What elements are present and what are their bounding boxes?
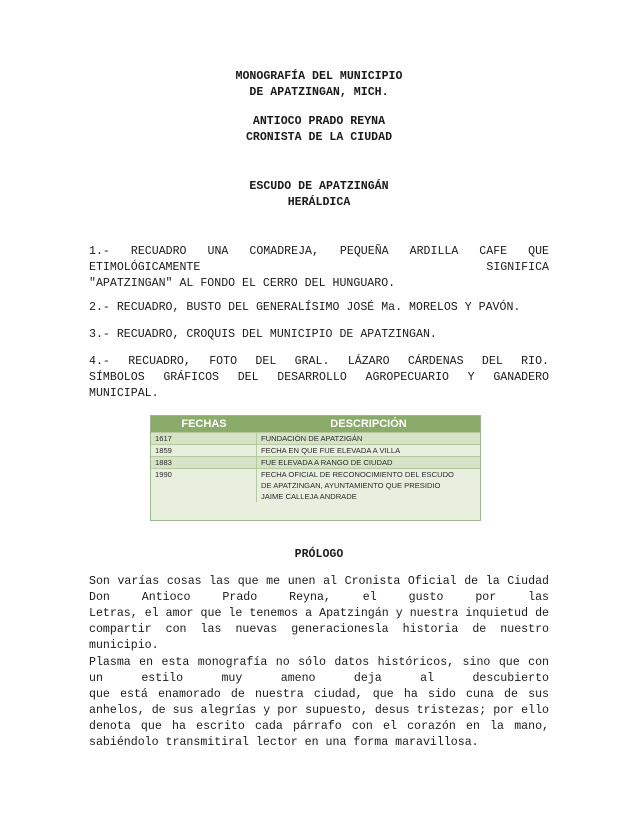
prologo-p2-line: denota que ha escrito cada párrafo con el corazón en la mano, <box>89 720 549 733</box>
section-heading <box>0 179 638 211</box>
header-fechas: FECHAS <box>181 418 227 430</box>
cell-fecha: 1883 <box>151 457 257 468</box>
table-row <box>151 432 480 444</box>
cell-descripcion: FECHA EN QUE FUE ELEVADA A VILLA <box>261 446 401 455</box>
list-item-4-line-3: MUNICIPAL. <box>89 387 159 400</box>
prologo-p2-line: Plasma en esta monografía no sólo datos históricos, sino que con <box>89 656 549 669</box>
title-line-1: MONOGRAFÍA DEL MUNICIPIO <box>235 70 403 83</box>
prologo-heading: PRÓLOGO <box>294 548 344 561</box>
dates-table <box>150 415 481 521</box>
list-item-3-text: 3.- RECUADRO, CROQUIS DEL MUNICIPIO DE APATZINGAN. <box>89 328 437 341</box>
author-role: CRONISTA DE LA CIUDAD <box>245 131 393 144</box>
section-subtitle: HERÁLDICA <box>287 196 351 209</box>
list-item-3 <box>89 327 549 343</box>
prologo-p2-line: sabiéndolo transmitiral lector en una forma maravillosa. <box>89 736 479 749</box>
cell-fecha: 1617 <box>151 433 257 444</box>
list-item-1-line-3: "APATZINGAN" AL FONDO EL CERRO DEL HUNGUARO. <box>89 277 396 290</box>
document-title <box>0 69 638 101</box>
table-row <box>151 456 480 468</box>
list-item-2 <box>89 300 549 316</box>
cell-descripcion-line: JAIME CALLEJA ANDRADE <box>261 492 357 501</box>
table-row <box>151 468 480 502</box>
prologo-p2-line: anhelos, de sus alegrías y por supuesto, desus tristezas; por ello <box>89 704 549 717</box>
prologo-p1-line: municipio. <box>89 639 159 652</box>
prologo-p1-line: Letras, el amor que le tenemos a Apatzingán y nuestra inquietud de <box>89 607 549 620</box>
table-row <box>151 444 480 456</box>
cell-fecha: 1859 <box>151 445 257 456</box>
list-item-4-line-2: SÍMBOLOS GRÁFICOS DEL DESARROLLO AGROPECUARIO Y GANADERO <box>89 371 549 384</box>
author-block <box>0 114 638 146</box>
cell-fecha: 1990 <box>151 469 257 502</box>
header-descripcion: DESCRIPCIÓN <box>330 418 407 430</box>
list-item-1-line-1: 1.- RECUADRO UNA COMADREJA, PEQUEÑA ARDILLA CAFE QUE <box>89 245 549 258</box>
list-item-2-text: 2.- RECUADRO, BUSTO DEL GENERALÍSIMO JOSÉ Ma. MORELOS Y PAVÓN. <box>89 301 521 314</box>
cell-descripcion-line: FECHA OFICIAL DE RECONOCIMIENTO DEL ESCUDO <box>261 470 454 479</box>
cell-descripcion <box>257 469 480 502</box>
cell-descripcion: FUNDACIÓN DE APATZIGÁN <box>261 434 363 443</box>
list-item-1-line-2: ETIMOLÓGICAMENTE SIGNIFICA <box>89 261 549 274</box>
cell-descripcion-line: DE APATZINGAN, AYUNTAMIENTO QUE PRESIDIO <box>261 481 441 490</box>
prologo-p2-line: que está enamorado de nuestra ciudad, que ha sido cuna de sus <box>89 688 549 701</box>
title-line-2: DE APATZINGAN, MICH. <box>249 86 389 99</box>
list-item-4 <box>89 354 549 402</box>
prologo-p2-line: un estilo muy ameno deja al descubierto <box>89 672 549 685</box>
author-name: ANTIOCO PRADO REYNA <box>252 115 386 128</box>
prologo-p1-line: Son varías cosas las que me unen al Cronista Oficial de la Ciudad <box>89 575 549 588</box>
list-item-4-line-1: 4.- RECUADRO, FOTO DEL GRAL. LÁZARO CÁRDENAS DEL RIO. <box>89 355 549 368</box>
prologo-paragraph-2 <box>89 655 549 751</box>
prologo-paragraph-1 <box>89 574 549 654</box>
prologo-p1-line: compartir con las nuevas generacionesla historia de nuestro <box>89 623 549 636</box>
section-title: ESCUDO DE APATZINGÁN <box>249 180 389 193</box>
prologo-p1-line: Don Antioco Prado Reyna, el gusto por las <box>89 591 549 604</box>
list-item-1 <box>89 244 549 292</box>
cell-descripcion: FUE ELEVADA A RANGO DE CIUDAD <box>261 458 393 467</box>
table-header <box>151 416 480 432</box>
